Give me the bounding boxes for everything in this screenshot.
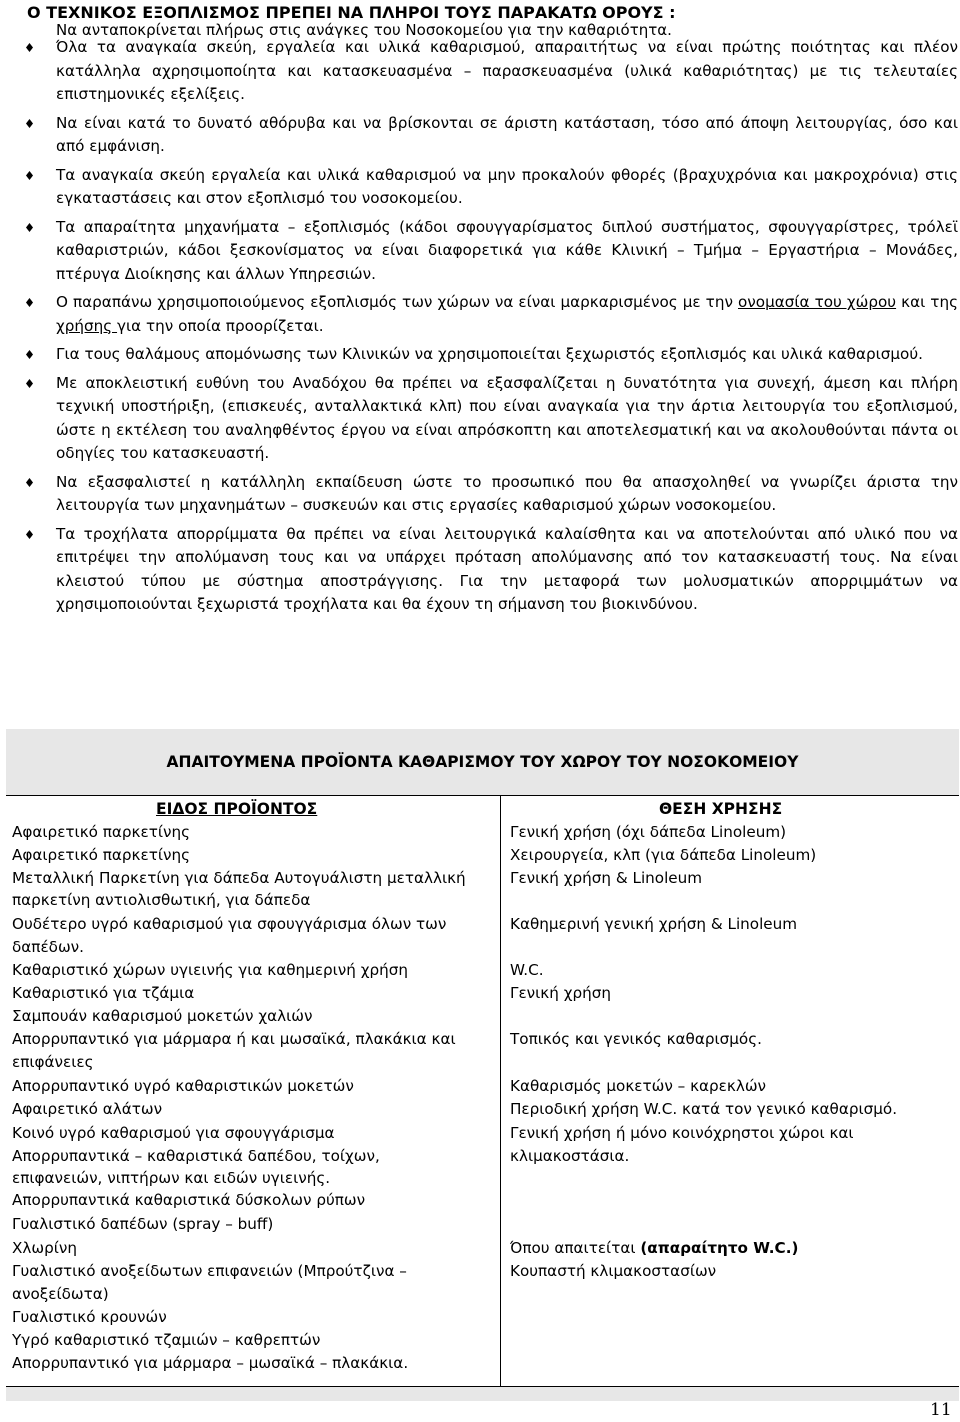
usage-cell: Καθαρισμός μοκετών – καρεκλών xyxy=(510,1077,767,1095)
usage-header: ΘΕΣΗ ΧΡΗΣΗΣ xyxy=(659,800,783,818)
product-cell: δαπέδων. xyxy=(12,938,84,956)
products-table xyxy=(6,795,959,1387)
list-item-text: Να εξασφαλιστεί η κατάλληλη εκπαίδευση ώστε το προσωπικό που θα απασχοληθεί να γνωρίζει άριστα την λειτουργία των μηχανημάτων – συσκευών και στις εργασίες καθαρισμού χώρων νοσοκομείου. xyxy=(56,472,958,514)
product-cell: Κοινό υγρό καθαρισμού για σφουγγάρισμα xyxy=(12,1124,335,1142)
product-cell: Μεταλλική Παρκετίνη για δάπεδα Αυτογυάλιστη μεταλλική xyxy=(12,869,466,887)
product-cell: Γυαλιστικό δαπέδων (spray – buff) xyxy=(12,1215,274,1233)
product-cell: ανοξείδωτα) xyxy=(12,1285,109,1303)
list-item-text: Να είναι κατά το δυνατό αθόρυβα και να βρίσκονται σε άριστη κατάσταση, τόσο από άποψη λειτουργίας, όσο και από εμφάνιση. xyxy=(56,113,958,155)
usage-cell-text: Όπου απαιτείται xyxy=(510,1239,641,1257)
product-cell: Απορρυπαντικό υγρό καθαριστικών μοκετών xyxy=(12,1077,354,1095)
list-item xyxy=(26,523,958,617)
product-cell: Αφαιρετικό παρκετίνης xyxy=(12,846,191,864)
usage-cell-bold: (απαραίτητο W.C.) xyxy=(640,1239,799,1257)
usage-cell: Κουπαστή κλιμακοστασίων xyxy=(510,1262,717,1280)
product-cell: Γυαλιστικό κρουνών xyxy=(12,1308,167,1326)
diamond-bullet-icon xyxy=(26,350,33,359)
diamond-bullet-icon xyxy=(26,43,33,52)
product-cell: επιφανειών, νιπτήρων και ειδών υγιεινής. xyxy=(12,1169,331,1187)
diamond-bullet-icon xyxy=(26,478,33,487)
products-panel xyxy=(6,729,959,1401)
list-item xyxy=(26,372,958,466)
product-cell: Αφαιρετικό αλάτων xyxy=(12,1100,163,1118)
usage-cell: Γενική χρήση xyxy=(510,984,611,1002)
list-item-text: Με αποκλειστική ευθύνη του Αναδόχου θα πρέπει να εξασφαλίζεται η δυνατότητα για συνεχή, άμεση και πλήρη τεχνική υποστήριξη, (επισκευές, ανταλλακτικά κλπ) που είναι αναγκαία για την άρτια λειτουργία του εξοπλισμού, ώστε η εκτέλεση του αναληφθέντος έργου να είναι απρόσκοπτη και αποτελεσματική και να ακολουθούνται πάντα οι οδηγίες του κατασκευαστή. xyxy=(56,373,958,462)
list-item xyxy=(26,36,958,107)
usage-cell: Τοπικός και γενικός καθαρισμός. xyxy=(510,1030,762,1048)
list-item-text: Όλα τα αναγκαία σκεύη, εργαλεία και υλικά καθαρισμού, απαραιτήτως να είναι πρώτης ποιότητας και πλέον κατάλληλα αχρησιμοποίητα και κατασκευασμένα – παρασκευασμένα (υλικά καθαριότητας) με τις τελευταίες επιστημονικές εξελίξεις. xyxy=(56,38,958,103)
product-cell: Απορρυπαντικό για μάρμαρα – μωσαϊκά – πλακάκια. xyxy=(12,1354,409,1372)
list-item-text: Για τους θαλάμους απομόνωσης των Κλινικών να χρησιμοποιείται ξεχωριστός εξοπλισμός και υλικά καθαρισμού. xyxy=(56,345,923,363)
usage-cell: Γενική χρήση ή μόνο κοινόχρηστοι χώροι και xyxy=(510,1124,854,1142)
product-cell: Απορρυπαντικό για μάρμαρα ή και μωσαϊκά, πλακάκια και xyxy=(12,1030,456,1048)
panel-title: ΑΠΑΙΤΟΥΜΕΝΑ ΠΡΟΪΟΝΤΑ ΚΑΘΑΡΙΣΜΟΥ ΤΟΥ ΧΩΡΟΥ ΤΟΥ ΝΟΣΟΚΟΜΕΙΟΥ xyxy=(166,753,799,771)
product-cell: Υγρό καθαριστικό τζαμιών – καθρεπτών xyxy=(12,1331,321,1349)
usage-cell xyxy=(510,1237,798,1260)
usage-cell: Γενική χρήση (όχι δάπεδα Linoleum) xyxy=(510,823,787,841)
list-item xyxy=(26,471,958,518)
product-cell: Καθαριστικό χώρων υγιεινής για καθημερινή χρήση xyxy=(12,961,409,979)
diamond-bullet-icon xyxy=(26,298,33,307)
product-cell: Απορρυπαντικά – καθαριστικά δαπέδου, τοίχων, xyxy=(12,1147,380,1165)
product-cell: Απορρυπαντικά καθαριστικά δύσκολων ρύπων xyxy=(12,1191,366,1209)
usage-cell: Χειρουργεία, κλπ (για δάπεδα Linoleum) xyxy=(510,846,817,864)
list-item-text: Τα απαραίτητα μηχανήματα – εξοπλισμός (κάδοι σφουγγαρίσματος διπλού συστήματος, σφουγγαρίστρες, τρόλεϊ καθαριστριών, κάδοι ξεσκονίσματος να είναι διαφορετικά για κάθε Κλινική – Τμήμα – Εργαστήρια – Μονάδες, πτέρυγα Διοίκησης και άλλων Υπηρεσιών. xyxy=(56,217,958,283)
product-type-header: ΕΙΔΟΣ ΠΡΟΪΟΝΤΟΣ xyxy=(156,800,318,818)
product-cell: Καθαριστικό για τζάμια xyxy=(12,984,195,1002)
diamond-bullet-icon xyxy=(26,171,33,180)
diamond-bullet-icon xyxy=(26,530,33,539)
usage-cell: Καθημερινή γενική χρήση & Linoleum xyxy=(510,915,798,933)
list-item xyxy=(26,216,958,287)
list-item-text-pre: Ο παραπάνω χρησιμοποιούμενος εξοπλισμός των χώρων να είναι μαρκαρισμένος με την xyxy=(56,293,738,311)
list-item-text: Τα αναγκαία σκεύη εργαλεία και υλικά καθαρισμού να μην προκαλούν φθορές (βραχυχρόνια και μακροχρόνια) στις εγκαταστάσεις και στον εξοπλισμό του νοσοκομείου. xyxy=(56,165,958,207)
product-cell: Σαμπουάν καθαρισμού μοκετών χαλιών xyxy=(12,1007,313,1025)
product-cell: Αφαιρετικό παρκετίνης xyxy=(12,823,191,841)
product-cell: Ουδέτερο υγρό καθαρισμού για σφουγγάρισμα όλων των xyxy=(12,915,447,933)
page-number: 11 xyxy=(930,1400,952,1420)
column-divider xyxy=(500,796,501,1386)
requirements-list xyxy=(26,36,958,622)
diamond-bullet-icon xyxy=(26,223,33,232)
underlined-room-name: ονομασία του χώρου xyxy=(738,293,897,311)
list-item xyxy=(26,291,958,338)
list-item-text: Τα τροχήλατα απορρίμματα θα πρέπει να είναι λειτουργικά καλαίσθητα και να αποτελούνται από υλικό που να επιτρέψει την απολύμανση τους και να υπάρχει πρόταση απολύμανσης από τον κατασκευαστή τους. Να είναι κλειστού τύπου με σύστημα αποστράγγισης. Για την μεταφορά των μολυσματικών απορριμμάτων να χρησιμοποιούνται ξεχωριστά τροχήλατα και θα έχουν τη σήμανση του βιοκινδύνου. xyxy=(56,524,958,613)
section-heading: Ο ΤΕΧΝΙΚΟΣ ΕΞΟΠΛΙΣΜΟΣ ΠΡΕΠΕΙ ΝΑ ΠΛΗΡΟΙ ΤΟΥΣ ΠΑΡΑΚΑΤΩ ΟΡΟΥΣ : xyxy=(27,3,676,22)
list-item xyxy=(26,164,958,211)
diamond-bullet-icon xyxy=(26,379,33,388)
diamond-bullet-icon xyxy=(26,119,33,128)
list-item xyxy=(26,112,958,159)
usage-cell: Γενική χρήση & Linoleum xyxy=(510,869,703,887)
usage-cell: Περιοδική χρήση W.C. κατά τον γενικό καθαρισμό. xyxy=(510,1100,898,1118)
product-cell: Γυαλιστικό ανοξείδωτων επιφανειών (Μπρούτζινα – xyxy=(12,1262,407,1280)
underlined-usage: χρήσης xyxy=(56,316,118,335)
intro-line: Να ανταποκρίνεται πλήρως στις ανάγκες του Νοσοκομείου για την καθαριότητα. xyxy=(56,21,672,39)
list-item xyxy=(26,343,958,367)
product-cell: επιφάνειες xyxy=(12,1053,94,1071)
usage-cell: κλιμακοστάσια. xyxy=(510,1147,630,1165)
list-item-text-post: για την οποία προορίζεται. xyxy=(117,316,324,335)
list-item-text-mid: και της xyxy=(896,293,958,311)
usage-cell: W.C. xyxy=(510,961,544,979)
product-cell: Χλωρίνη xyxy=(12,1239,77,1257)
product-cell: παρκετίνη αντιολισθωτική, για δάπεδα xyxy=(12,891,311,909)
